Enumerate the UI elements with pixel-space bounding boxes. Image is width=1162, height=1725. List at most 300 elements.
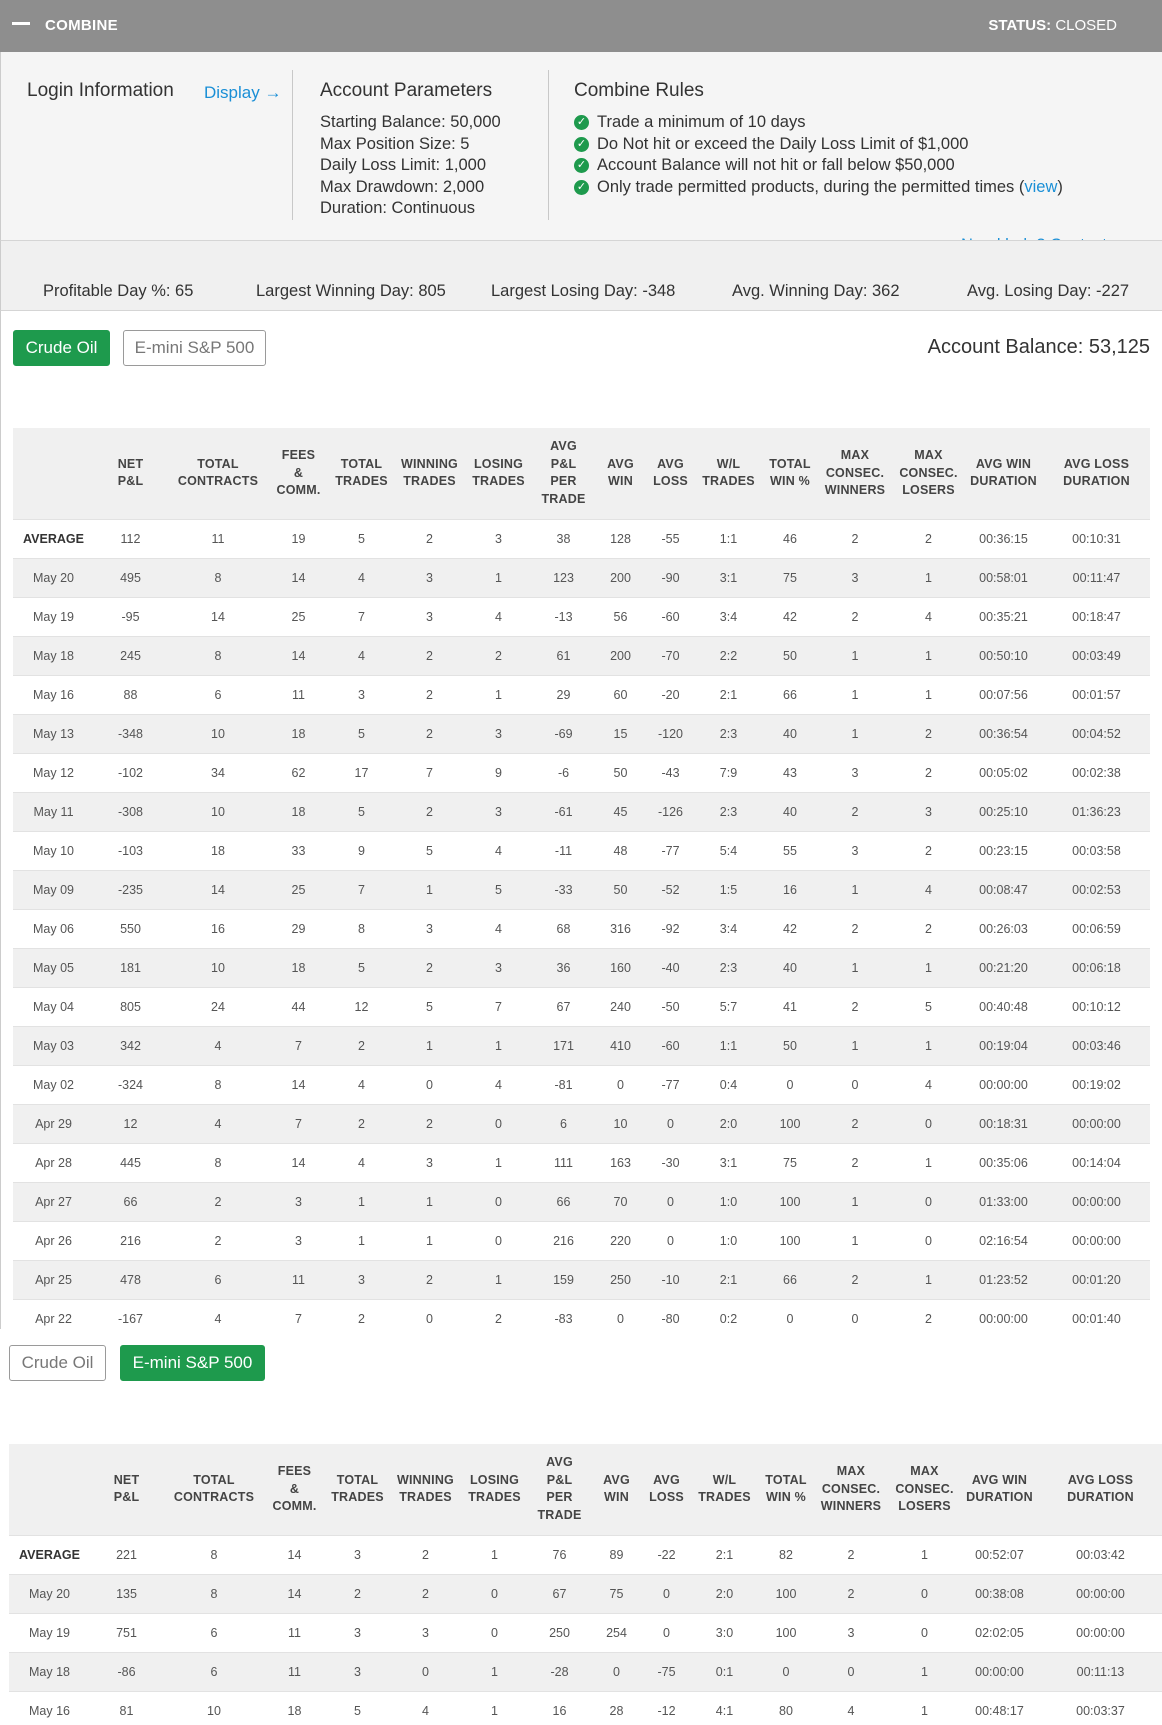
check-icon: ✓	[574, 137, 589, 152]
table-cell: 50	[763, 636, 817, 675]
rules-list	[574, 112, 1063, 198]
column-header[interactable]	[90, 1444, 163, 1535]
table-cell: 10	[167, 948, 269, 987]
table-cell: 1	[464, 1143, 533, 1182]
table-cell: 02:16:54	[964, 1221, 1043, 1260]
table-cell: 163	[594, 1143, 647, 1182]
table-cell: 60	[594, 675, 647, 714]
table-cell: 00:10:31	[1043, 519, 1150, 558]
rules-title: Combine Rules	[574, 80, 704, 101]
column-header-line: AVG LOSS	[1063, 456, 1130, 471]
row-date: Apr 26	[13, 1221, 94, 1260]
table-cell: 3	[395, 909, 464, 948]
table-cell: 11	[167, 519, 269, 558]
table-cell: 0	[464, 1104, 533, 1143]
column-header-line: WINNERS	[820, 1499, 882, 1513]
column-header[interactable]	[590, 1444, 643, 1535]
login-section	[27, 80, 174, 102]
check-icon: ✓	[574, 180, 589, 195]
table-cell: 50	[763, 1026, 817, 1065]
table-row	[13, 597, 1150, 636]
column-header[interactable]	[265, 1444, 324, 1535]
table-cell: 00:06:18	[1043, 948, 1150, 987]
table-cell: 316	[594, 909, 647, 948]
table-cell: 2:1	[694, 1260, 763, 1299]
table-cell: 2	[395, 792, 464, 831]
table-row	[13, 870, 1150, 909]
table-cell: 2:3	[694, 714, 763, 753]
table-cell: 0:1	[690, 1652, 759, 1691]
table-cell: 2	[817, 1260, 893, 1299]
column-header[interactable]	[269, 428, 328, 519]
table-cell: 14	[265, 1535, 324, 1574]
table-cell: 14	[167, 870, 269, 909]
table-cell: 5	[328, 792, 395, 831]
table-cell: 17	[328, 753, 395, 792]
table-cell: 76	[529, 1535, 590, 1574]
table-cell: 10	[167, 792, 269, 831]
column-header[interactable]	[1043, 428, 1150, 519]
table-cell: 2:1	[694, 675, 763, 714]
row-date: Apr 28	[13, 1143, 94, 1182]
column-header-line: P&L	[113, 1490, 140, 1505]
column-header[interactable]	[529, 1444, 590, 1535]
table-cell: 410	[594, 1026, 647, 1065]
collapse-icon[interactable]	[12, 22, 30, 25]
table-cell: 3	[464, 948, 533, 987]
column-header-line: TRADES	[472, 474, 525, 489]
table-cell: 3	[269, 1182, 328, 1221]
column-header[interactable]	[328, 428, 395, 519]
table-cell: 0	[395, 1299, 464, 1338]
table-cell: 4	[328, 1065, 395, 1104]
table-cell: 00:19:04	[964, 1026, 1043, 1065]
table-cell: 14	[269, 636, 328, 675]
column-header[interactable]	[690, 1444, 759, 1535]
table-cell: 40	[763, 948, 817, 987]
rule-item	[574, 155, 1063, 177]
column-header-line: TRADES	[335, 474, 388, 489]
table-cell: 1	[817, 675, 893, 714]
table-cell: 16	[529, 1691, 590, 1725]
stat-profitable-day: Profitable Day %: 65	[43, 282, 194, 300]
crude-oil-table	[13, 428, 1150, 1338]
table-cell: 2	[395, 714, 464, 753]
column-header-line: AVG LOSS	[1067, 1472, 1134, 1487]
table-cell: 2	[324, 1574, 391, 1613]
column-header-line: PER	[550, 474, 577, 489]
table-cell: 14	[167, 597, 269, 636]
table-cell: 250	[594, 1260, 647, 1299]
table-cell: 5:4	[694, 831, 763, 870]
table-cell: 4	[464, 597, 533, 636]
table-cell: 1	[460, 1535, 529, 1574]
table-cell: 18	[265, 1691, 324, 1725]
table-cell: 14	[269, 1143, 328, 1182]
table-cell: 18	[269, 714, 328, 753]
table-cell: 2	[893, 1299, 964, 1338]
table-cell: 42	[763, 909, 817, 948]
table-cell: 0	[893, 1221, 964, 1260]
table-cell: 00:35:06	[964, 1143, 1043, 1182]
column-header-line: WINNERS	[824, 483, 886, 497]
divider	[292, 70, 293, 220]
column-header-line: MAX	[840, 448, 870, 462]
column-header[interactable]	[163, 1444, 265, 1535]
table-cell: 2:0	[694, 1104, 763, 1143]
tab-crude-oil[interactable]: Crude Oil	[13, 330, 110, 366]
table-cell: 0	[647, 1104, 694, 1143]
param-duration: Duration: Continuous	[320, 199, 476, 217]
table-cell: 00:21:20	[964, 948, 1043, 987]
table-cell: 2	[395, 675, 464, 714]
column-header[interactable]	[324, 1444, 391, 1535]
column-header[interactable]	[391, 1444, 460, 1535]
table-cell: 8	[163, 1574, 265, 1613]
column-header-line: WIN	[604, 1490, 629, 1505]
column-header[interactable]	[594, 428, 647, 519]
table-cell: 0	[763, 1299, 817, 1338]
table-cell: 16	[763, 870, 817, 909]
column-header-line: AVG	[603, 1472, 630, 1487]
table-cell: 2	[817, 597, 893, 636]
table-row	[13, 558, 1150, 597]
column-header-line: &	[289, 1481, 300, 1496]
table-cell: 00:01:57	[1043, 675, 1150, 714]
table-cell: 42	[763, 597, 817, 636]
table-cell: 00:08:47	[964, 870, 1043, 909]
column-header-line: CONSEC.	[899, 465, 958, 480]
table-cell: -80	[647, 1299, 694, 1338]
table-row	[13, 1221, 1150, 1260]
table-cell: 805	[94, 987, 167, 1026]
table-cell: 1	[893, 948, 964, 987]
table-cell: 1	[893, 558, 964, 597]
table-cell: 3	[813, 1613, 889, 1652]
table-cell: 2	[893, 831, 964, 870]
table-cell: 50	[594, 753, 647, 792]
table-cell: 1	[464, 1026, 533, 1065]
table-cell: 01:33:00	[964, 1182, 1043, 1221]
column-header[interactable]	[94, 428, 167, 519]
column-header[interactable]	[460, 1444, 529, 1535]
table-cell: 200	[594, 636, 647, 675]
table-cell: 7	[269, 1104, 328, 1143]
table-cell: 00:00:00	[964, 1065, 1043, 1104]
table-cell: 5	[324, 1691, 391, 1725]
row-date: May 18	[9, 1652, 90, 1691]
table-cell: 18	[269, 792, 328, 831]
table-cell: 00:40:48	[964, 987, 1043, 1026]
row-date: May 05	[13, 948, 94, 987]
table-cell: 6	[533, 1104, 594, 1143]
table-cell: 4	[328, 558, 395, 597]
column-header-line: TRADES	[331, 1490, 384, 1505]
table-cell: 2:0	[690, 1574, 759, 1613]
table-cell: 29	[533, 675, 594, 714]
column-header[interactable]	[817, 428, 893, 519]
table-cell: 1	[395, 1221, 464, 1260]
row-date: May 09	[13, 870, 94, 909]
table-cell: -348	[94, 714, 167, 753]
column-header-line: WIN	[608, 474, 633, 489]
table-cell: 0	[893, 1182, 964, 1221]
table-cell: 2:3	[694, 792, 763, 831]
table-cell: 3:1	[694, 558, 763, 597]
column-header[interactable]	[647, 428, 694, 519]
table-cell: 56	[594, 597, 647, 636]
table-cell: 2	[817, 987, 893, 1026]
table-cell: -11	[533, 831, 594, 870]
column-header-line: COMM.	[276, 483, 321, 497]
table-cell: 00:01:40	[1043, 1299, 1150, 1338]
column-header-line: W/L	[716, 456, 741, 471]
column-header[interactable]	[763, 428, 817, 519]
table-cell: 00:02:53	[1043, 870, 1150, 909]
table-cell: -86	[90, 1652, 163, 1691]
table-row	[13, 753, 1150, 792]
table-cell: 00:23:15	[964, 831, 1043, 870]
table-cell: 81	[90, 1691, 163, 1725]
table-cell: 1	[817, 1026, 893, 1065]
table-cell: 00:36:54	[964, 714, 1043, 753]
table-cell: -103	[94, 831, 167, 870]
table-cell: 28	[590, 1691, 643, 1725]
column-header-line: TOTAL	[769, 456, 811, 471]
column-header[interactable]	[1039, 1444, 1162, 1535]
row-date: May 16	[13, 675, 94, 714]
table-cell: 00:00:00	[1039, 1574, 1162, 1613]
tab-emini-sp500[interactable]: E-mini S&P 500	[120, 1345, 265, 1381]
table-cell: 1	[460, 1652, 529, 1691]
table-cell: 5	[395, 831, 464, 870]
table-cell: 111	[533, 1143, 594, 1182]
table-cell: 100	[763, 1221, 817, 1260]
row-date: May 20	[13, 558, 94, 597]
table-cell: 2	[817, 1143, 893, 1182]
left-border	[0, 311, 1, 1329]
table-cell: 11	[269, 675, 328, 714]
column-header-line: DURATION	[1067, 1490, 1134, 1505]
table-cell: 7	[328, 870, 395, 909]
average-row	[13, 519, 1150, 558]
column-header[interactable]	[813, 1444, 889, 1535]
table-cell: 135	[90, 1574, 163, 1613]
column-header[interactable]	[960, 1444, 1039, 1535]
table-cell: 00:07:56	[964, 675, 1043, 714]
table-cell: 3:0	[690, 1613, 759, 1652]
table-cell: 100	[763, 1182, 817, 1221]
table-cell: 100	[763, 1104, 817, 1143]
column-header-line: CONTRACTS	[177, 474, 259, 489]
table-cell: 0	[464, 1221, 533, 1260]
table-cell: 1	[395, 1182, 464, 1221]
table-cell: -102	[94, 753, 167, 792]
table-cell: 0	[889, 1613, 960, 1652]
table-cell: 0	[893, 1104, 964, 1143]
table-cell: 75	[590, 1574, 643, 1613]
table-cell: 216	[533, 1221, 594, 1260]
table-cell: 68	[533, 909, 594, 948]
tab-emini-sp500[interactable]: E-mini S&P 500	[123, 330, 266, 366]
table-cell: -30	[647, 1143, 694, 1182]
table-cell: 01:23:52	[964, 1260, 1043, 1299]
table-cell: 34	[167, 753, 269, 792]
column-header[interactable]	[964, 428, 1043, 519]
column-header[interactable]	[694, 428, 763, 519]
table-cell: 14	[265, 1574, 324, 1613]
rule-text: Trade a minimum of 10 days	[597, 113, 806, 131]
table-cell: 4	[893, 1065, 964, 1104]
table-cell: 245	[94, 636, 167, 675]
row-date: Apr 25	[13, 1260, 94, 1299]
table-cell: 2:2	[694, 636, 763, 675]
table-cell: 45	[594, 792, 647, 831]
table-cell: 0:2	[694, 1299, 763, 1338]
table-cell: 8	[167, 1065, 269, 1104]
table-row	[13, 714, 1150, 753]
table-cell: -92	[647, 909, 694, 948]
stat-largest-loss: Largest Losing Day: -348	[491, 282, 676, 300]
column-header-line: WINNING	[397, 1472, 454, 1487]
table-cell: -60	[647, 1026, 694, 1065]
column-header-line: NET	[113, 1472, 140, 1487]
table-cell: 2:3	[694, 948, 763, 987]
table-cell: 0	[391, 1652, 460, 1691]
column-header-line: AVG	[546, 1455, 573, 1470]
table-cell: 4	[893, 870, 964, 909]
table-cell: 55	[763, 831, 817, 870]
column-header[interactable]	[167, 428, 269, 519]
table-cell: 82	[759, 1535, 813, 1574]
table-cell: 0	[464, 1182, 533, 1221]
column-header[interactable]	[533, 428, 594, 519]
table-cell: 00:00:00	[964, 1299, 1043, 1338]
table-cell: 2	[893, 714, 964, 753]
table-cell: 1	[817, 948, 893, 987]
table-cell: 221	[90, 1535, 163, 1574]
table-cell: 61	[533, 636, 594, 675]
view-link[interactable]: view	[1024, 177, 1058, 196]
tab-crude-oil[interactable]: Crude Oil	[9, 1345, 106, 1381]
table-cell: 00:06:59	[1043, 909, 1150, 948]
column-header[interactable]	[893, 428, 964, 519]
table-cell: 1	[889, 1652, 960, 1691]
average-row	[9, 1535, 1162, 1574]
column-header-line: TRADES	[403, 474, 456, 489]
table-cell: 1	[395, 870, 464, 909]
table-cell: 1	[395, 1026, 464, 1065]
column-header-line: AVG WIN	[975, 456, 1032, 471]
table-cell: 00:04:52	[1043, 714, 1150, 753]
header-title: COMBINE	[45, 17, 118, 34]
table-cell: -77	[647, 1065, 694, 1104]
table-cell: 2	[391, 1535, 460, 1574]
table-cell: 254	[590, 1613, 643, 1652]
table-cell: -83	[533, 1299, 594, 1338]
table-cell: -55	[647, 519, 694, 558]
table-header-row	[9, 1444, 1162, 1535]
table-cell: -77	[647, 831, 694, 870]
column-header[interactable]	[889, 1444, 960, 1535]
table-cell: 4	[464, 831, 533, 870]
table-cell: -33	[533, 870, 594, 909]
table-cell: 2	[817, 909, 893, 948]
table-cell: 67	[529, 1574, 590, 1613]
table-cell: 3	[395, 1143, 464, 1182]
column-header-line: P&L	[117, 474, 144, 489]
table-cell: 11	[265, 1652, 324, 1691]
table-cell: 11	[269, 1260, 328, 1299]
display-link[interactable]: Display →	[204, 83, 282, 102]
column-header-line: CONTRACTS	[173, 1490, 255, 1505]
table-cell: 2	[817, 519, 893, 558]
row-date: May 12	[13, 753, 94, 792]
table-cell: 2:1	[690, 1535, 759, 1574]
table-cell: 00:25:10	[964, 792, 1043, 831]
table-cell: 18	[167, 831, 269, 870]
column-header[interactable]	[395, 428, 464, 519]
table-cell: 478	[94, 1260, 167, 1299]
table-cell: 1	[893, 1026, 964, 1065]
table-cell: 0	[395, 1065, 464, 1104]
table-cell: 7	[464, 987, 533, 1026]
column-header[interactable]	[759, 1444, 813, 1535]
table-row	[13, 636, 1150, 675]
table-cell: 00:52:07	[960, 1535, 1039, 1574]
table-cell: 48	[594, 831, 647, 870]
stat-avg-win: Avg. Winning Day: 362	[732, 282, 900, 300]
table-cell: 4	[391, 1691, 460, 1725]
column-header-line: P&L	[550, 456, 577, 471]
table-cell: 2	[395, 948, 464, 987]
column-header[interactable]	[464, 428, 533, 519]
table-cell: 3	[324, 1613, 391, 1652]
table-cell: 0	[643, 1613, 690, 1652]
column-header[interactable]	[643, 1444, 690, 1535]
table-cell: 3	[328, 675, 395, 714]
column-header-line: MAX	[836, 1464, 866, 1478]
table-row	[13, 987, 1150, 1026]
column-header-line: LOSING	[473, 456, 524, 471]
column-header-line: LOSS	[649, 1490, 684, 1505]
rule-text: Only trade permitted products, during the permitted times (	[597, 177, 1025, 196]
stat-largest-win: Largest Winning Day: 805	[256, 282, 446, 300]
column-header-line: DURATION	[966, 1490, 1033, 1505]
table-cell: 123	[533, 558, 594, 597]
table-cell: 8	[167, 1143, 269, 1182]
table-cell: 11	[265, 1613, 324, 1652]
row-date: May 02	[13, 1065, 94, 1104]
table-cell: 1	[893, 636, 964, 675]
table-cell: -167	[94, 1299, 167, 1338]
table-cell: 2	[464, 636, 533, 675]
table-cell: 250	[529, 1613, 590, 1652]
table-cell: 18	[269, 948, 328, 987]
table-cell: 80	[759, 1691, 813, 1725]
table-cell: 00:01:20	[1043, 1260, 1150, 1299]
table-row	[9, 1691, 1162, 1725]
combine-rules	[574, 80, 1063, 198]
table-cell: 3	[464, 714, 533, 753]
column-header-line: COMM.	[272, 1499, 317, 1513]
table-cell: 8	[167, 558, 269, 597]
table-cell: 3	[464, 792, 533, 831]
table-cell: 2	[893, 519, 964, 558]
table-cell: -20	[647, 675, 694, 714]
table-cell: 33	[269, 831, 328, 870]
table-cell: 14	[269, 1065, 328, 1104]
